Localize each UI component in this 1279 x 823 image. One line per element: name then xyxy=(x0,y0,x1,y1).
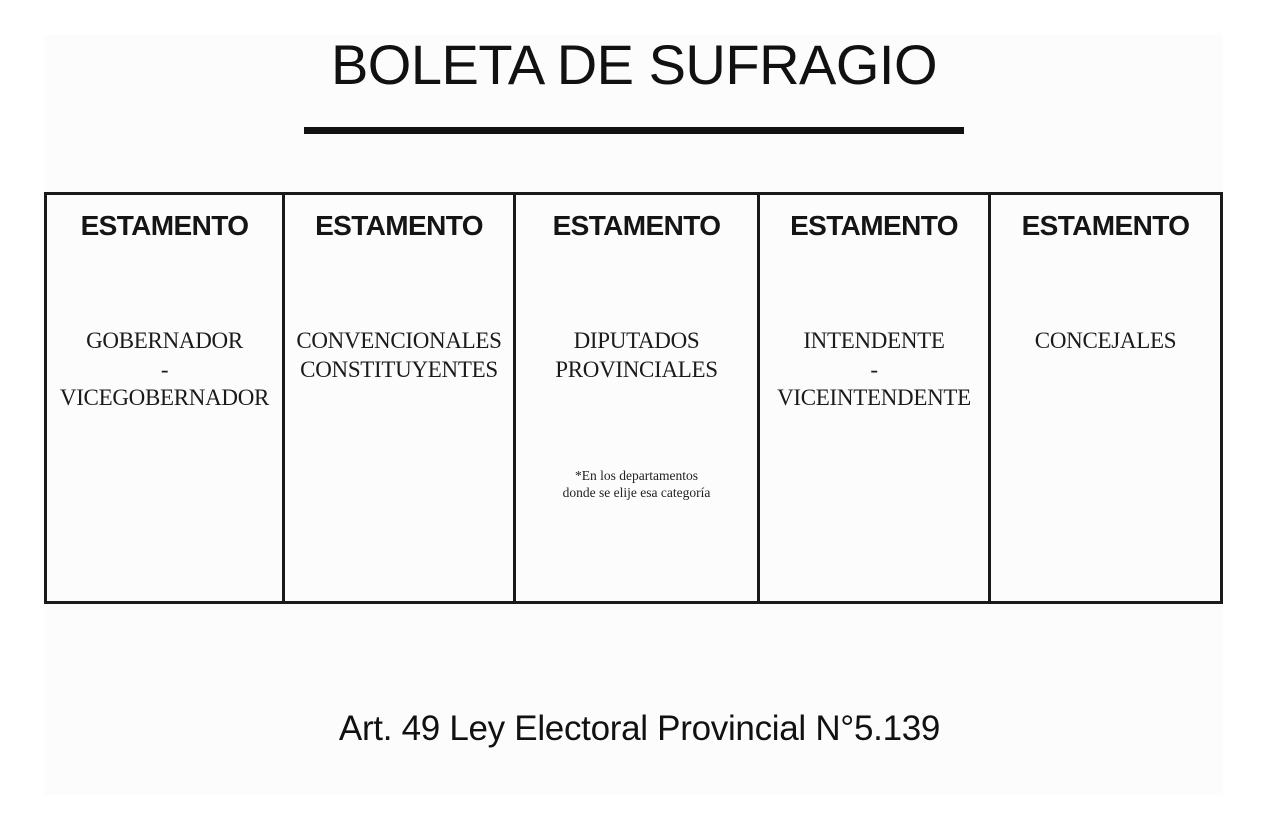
category-name xyxy=(47,327,282,413)
category-footnote xyxy=(516,467,757,501)
category-column-deputies xyxy=(513,195,757,601)
column-heading: ESTAMENTO xyxy=(80,210,249,241)
category-name xyxy=(516,327,757,384)
category-separator: - xyxy=(870,356,878,382)
column-heading: ESTAMENTO xyxy=(1021,210,1190,241)
legal-reference: Art. 49 Ley Electoral Provincial N°5.139 xyxy=(338,709,941,748)
category-line: CONVENCIONALES xyxy=(296,328,502,353)
category-column-governor xyxy=(47,195,282,601)
ballot-header xyxy=(304,34,964,104)
ballot-title: BOLETA DE SUFRAGIO xyxy=(330,33,938,96)
column-heading: ESTAMENTO xyxy=(552,210,721,241)
category-separator: - xyxy=(160,356,169,382)
footnote-line: donde se elije esa categoría xyxy=(562,485,711,500)
title-underline xyxy=(304,127,964,134)
category-line: CONCEJALES xyxy=(1034,328,1177,353)
category-line: VICEINTENDENTE xyxy=(777,385,971,410)
category-line: INTENDENTE xyxy=(803,328,945,353)
column-heading: ESTAMENTO xyxy=(315,210,483,241)
column-heading: ESTAMENTO xyxy=(790,210,958,241)
category-line: DIPUTADOS xyxy=(573,328,700,353)
category-name xyxy=(285,327,513,384)
category-line: PROVINCIALES xyxy=(555,356,718,382)
category-line: VICEGOBERNADOR xyxy=(59,385,270,410)
footnote-line: *En los departamentos xyxy=(575,468,698,483)
category-column-councilors xyxy=(988,195,1220,601)
category-name xyxy=(760,327,988,413)
category-line: CONSTITUYENTES xyxy=(300,356,498,382)
category-column-constituents xyxy=(282,195,513,601)
category-column-mayor xyxy=(757,195,988,601)
ballot-category-grid xyxy=(44,192,1223,604)
category-line: GOBERNADOR xyxy=(86,328,243,353)
category-name xyxy=(991,327,1220,356)
